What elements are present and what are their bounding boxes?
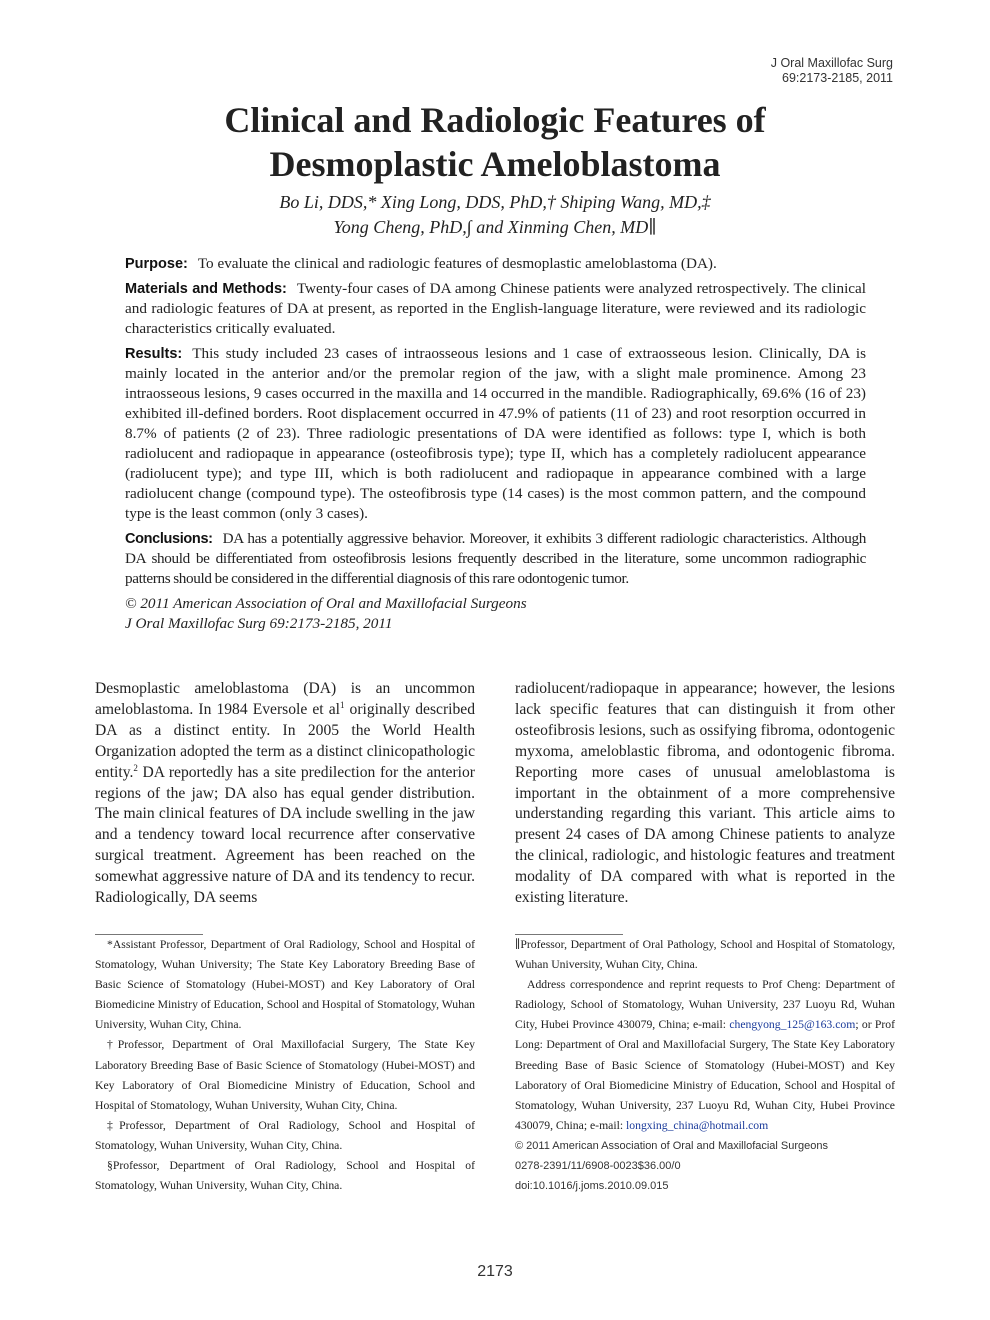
abstract-citation: J Oral Maxillofac Surg 69:2173-2185, 2011 [125, 615, 393, 632]
article-title [90, 98, 900, 186]
results-label: Results: [125, 346, 183, 362]
footnote-copyright: © 2011 American Association of Oral and Maxillofacial Surgeons [515, 1139, 829, 1152]
body-paragraph-continued: radiolucent/radiopaque in appearance; however, the lesions lack specific features that can distinguish it from other osteofibrosis lesions, such as ossifying fibroma, odontogenic myxoma, ameloblastic fibroma, and odontogenic fibroma. Reporting more cases of unusual ameloblastoma is important in the obtainment of a more comprehensive understanding regarding this variant. This article aims to present 24 cases of DA among Chinese patients to analyze the clinical, radiologic, and histologic features and treatment modality of DA compared with what is reported in the existing literature. [515, 680, 895, 907]
authors-line-1: Bo Li, DDS,* Xing Long, DDS, PhD,† Shiping Wang, MD,‡ [279, 192, 711, 212]
footnote-professor-pathology: ∥Professor, Department of Oral Pathology, School and Hospital of Stomatology, Wuhan University, Wuhan City, China. [515, 938, 895, 972]
title-line-1: Clinical and Radiologic Features of [224, 100, 766, 140]
body-column-left [95, 679, 475, 909]
conclusions-label: Conclusions: [125, 531, 213, 547]
correspondence-address [515, 975, 895, 1136]
correspondence-part-1: Address correspondence and reprint requests to Prof Cheng: Department of Radiology, School of Stomatology, Wuhan University, 237 Luoyu Rd, Wuhan City, Hubei Province 430079, China; e-mail: [515, 978, 895, 1032]
methods-text: Twenty-four cases of DA among Chinese patients were analyzed retrospectively. The clinical and radiologic features of DA at present, as reported in the English-language literature, were reviewed and its radiologic characteristics critically evaluated. [125, 280, 867, 337]
body-column-right [515, 679, 895, 909]
author-list [90, 190, 900, 240]
purpose-text: To evaluate the clinical and radiologic features of desmoplastic ameloblastoma (DA). [197, 255, 717, 272]
footnote-professor-surgery: †Professor, Department of Oral Maxillofacial Surgery, The State Key Laboratory Breeding Base of Basic Science of Stomatology (Hubei-MOST) and Key Laboratory of Oral Biomedicine Ministry of Education, School and Hospital of Stomatology, Wuhan University, Wuhan City, China. [95, 1038, 475, 1112]
footnotes-left [95, 935, 475, 1196]
abstract-purpose [125, 254, 866, 274]
conclusions-text: DA has a potentially aggressive behavior. Moreover, it exhibits 3 different radiologic characteristics. Although DA should be differentiated from osteofibrosis lesions frequently described in the literature, some uncommon radiographic patterns should be considered in the differential diagnosis of this rare odontogenic tumor. [125, 530, 866, 587]
methods-label: Materials and Methods: [125, 281, 287, 297]
reference-1-link[interactable]: 1 [339, 699, 345, 710]
footnote-professor-radiology-1: ‡Professor, Department of Oral Radiology, School and Hospital of Stomatology, Wuhan University, Wuhan City, China. [95, 1118, 475, 1152]
footnote-issn: 0278-2391/11/6908-0023$36.00/0 [515, 1160, 681, 1173]
title-line-2: Desmoplastic Ameloblastoma [269, 144, 721, 184]
abstract-results [125, 344, 866, 524]
page-number: 2173 [477, 1263, 513, 1280]
abstract [125, 254, 866, 634]
footnote-assistant-professor: *Assistant Professor, Department of Oral Radiology, School and Hospital of Stomatology, Wuhan University; The State Key Laboratory Breeding Base of Basic Science of Stomatology (Hubei-MOST) and Key Laboratory of Oral Biomedicine Ministry of Education, School and Hospital of Stomatology, Wuhan University, Wuhan City, China. [95, 938, 475, 1032]
journal-name: J Oral Maxillofac Surg [770, 56, 893, 70]
body-text-part-2: originally described DA as a distinct entity. In 2005 the World Health Organization adopted the term as a distinct clinicopathologic entity. [95, 700, 475, 781]
footnote-doi[interactable]: doi:10.1016/j.joms.2010.09.015 [515, 1180, 669, 1193]
authors-line-2: Yong Cheng, PhD,∫ and Xinming Chen, MD∥ [333, 217, 657, 237]
journal-volume: 69:2173-2185, 2011 [782, 71, 893, 85]
email-link-cheng[interactable]: chengyong_125@163.com [729, 1018, 856, 1032]
correspondence-part-2: ; or Prof Long: Department of Oral and Maxillofacial Surgery, The State Key Laboratory Breeding Base of Basic Science of Stomatology (Hubei-MOST) and Key Laboratory of Oral Biomedicine Ministry of Education, School and Hospital of Stomatology, Wuhan University, 237 Luoyu Rd, Wuhan City, Hubei Province 430079, China; e-mail: [515, 1018, 895, 1132]
purpose-label: Purpose: [125, 256, 188, 272]
reference-2-link[interactable]: 2 [133, 762, 138, 773]
journal-reference [693, 56, 893, 86]
email-link-long[interactable]: longxing_china@hotmail.com [626, 1118, 769, 1132]
abstract-copyright: © 2011 American Association of Oral and Maxillofacial Surgeons [125, 595, 527, 612]
body-paragraph-intro [95, 679, 475, 909]
footnotes-right [515, 935, 895, 1196]
body-text-part-3: DA reportedly has a site predilection for the anterior regions of the jaw; DA also has equal gender distribution. The main clinical features of DA include swelling in the jaw and a tendency toward local recurrence after conservative surgical treatment. Agreement has been reached on the somewhat aggressive nature of DA and its tendency to recur. Radiologically, DA seems [95, 763, 475, 907]
abstract-methods [125, 279, 866, 339]
body-text-part-1: Desmoplastic ameloblastoma (DA) is an uncommon ameloblastoma. In 1984 Eversole et al [95, 680, 475, 718]
results-text: This study included 23 cases of intraosseous lesions and 1 case of extraosseous lesion. Clinically, DA is mainly located in the anterior and/or the premolar region of the jaw, with a slight male prominence. Among 23 intraosseous lesions, 9 cases occurred in the maxilla and 14 occurred in the mandible. Radiographically, 69.6% (16 of 23) exhibited ill-defined borders. Root displacement occurred in 47.9% of patients (11 of 23) and root resorption occurred in 8.7% of patients (2 of 23). Three radiologic presentations of DA were identified as follows: type I, which is both radiolucent and radiopaque in appearance (osteofibrosis type); type II, which has a completely radiolucent appearance (radiolucent type); and type III, which is both radiolucent and radiopaque in appearance combined with a large radiolucent change (compound type). The osteofibrosis type (14 cases) is the most common pattern, and the compound type is the least common (only 3 cases). [125, 345, 866, 522]
abstract-conclusions [125, 529, 866, 589]
footnote-professor-radiology-2: §Professor, Department of Oral Radiology, School and Hospital of Stomatology, Wuhan University, Wuhan City, China. [95, 1159, 475, 1193]
